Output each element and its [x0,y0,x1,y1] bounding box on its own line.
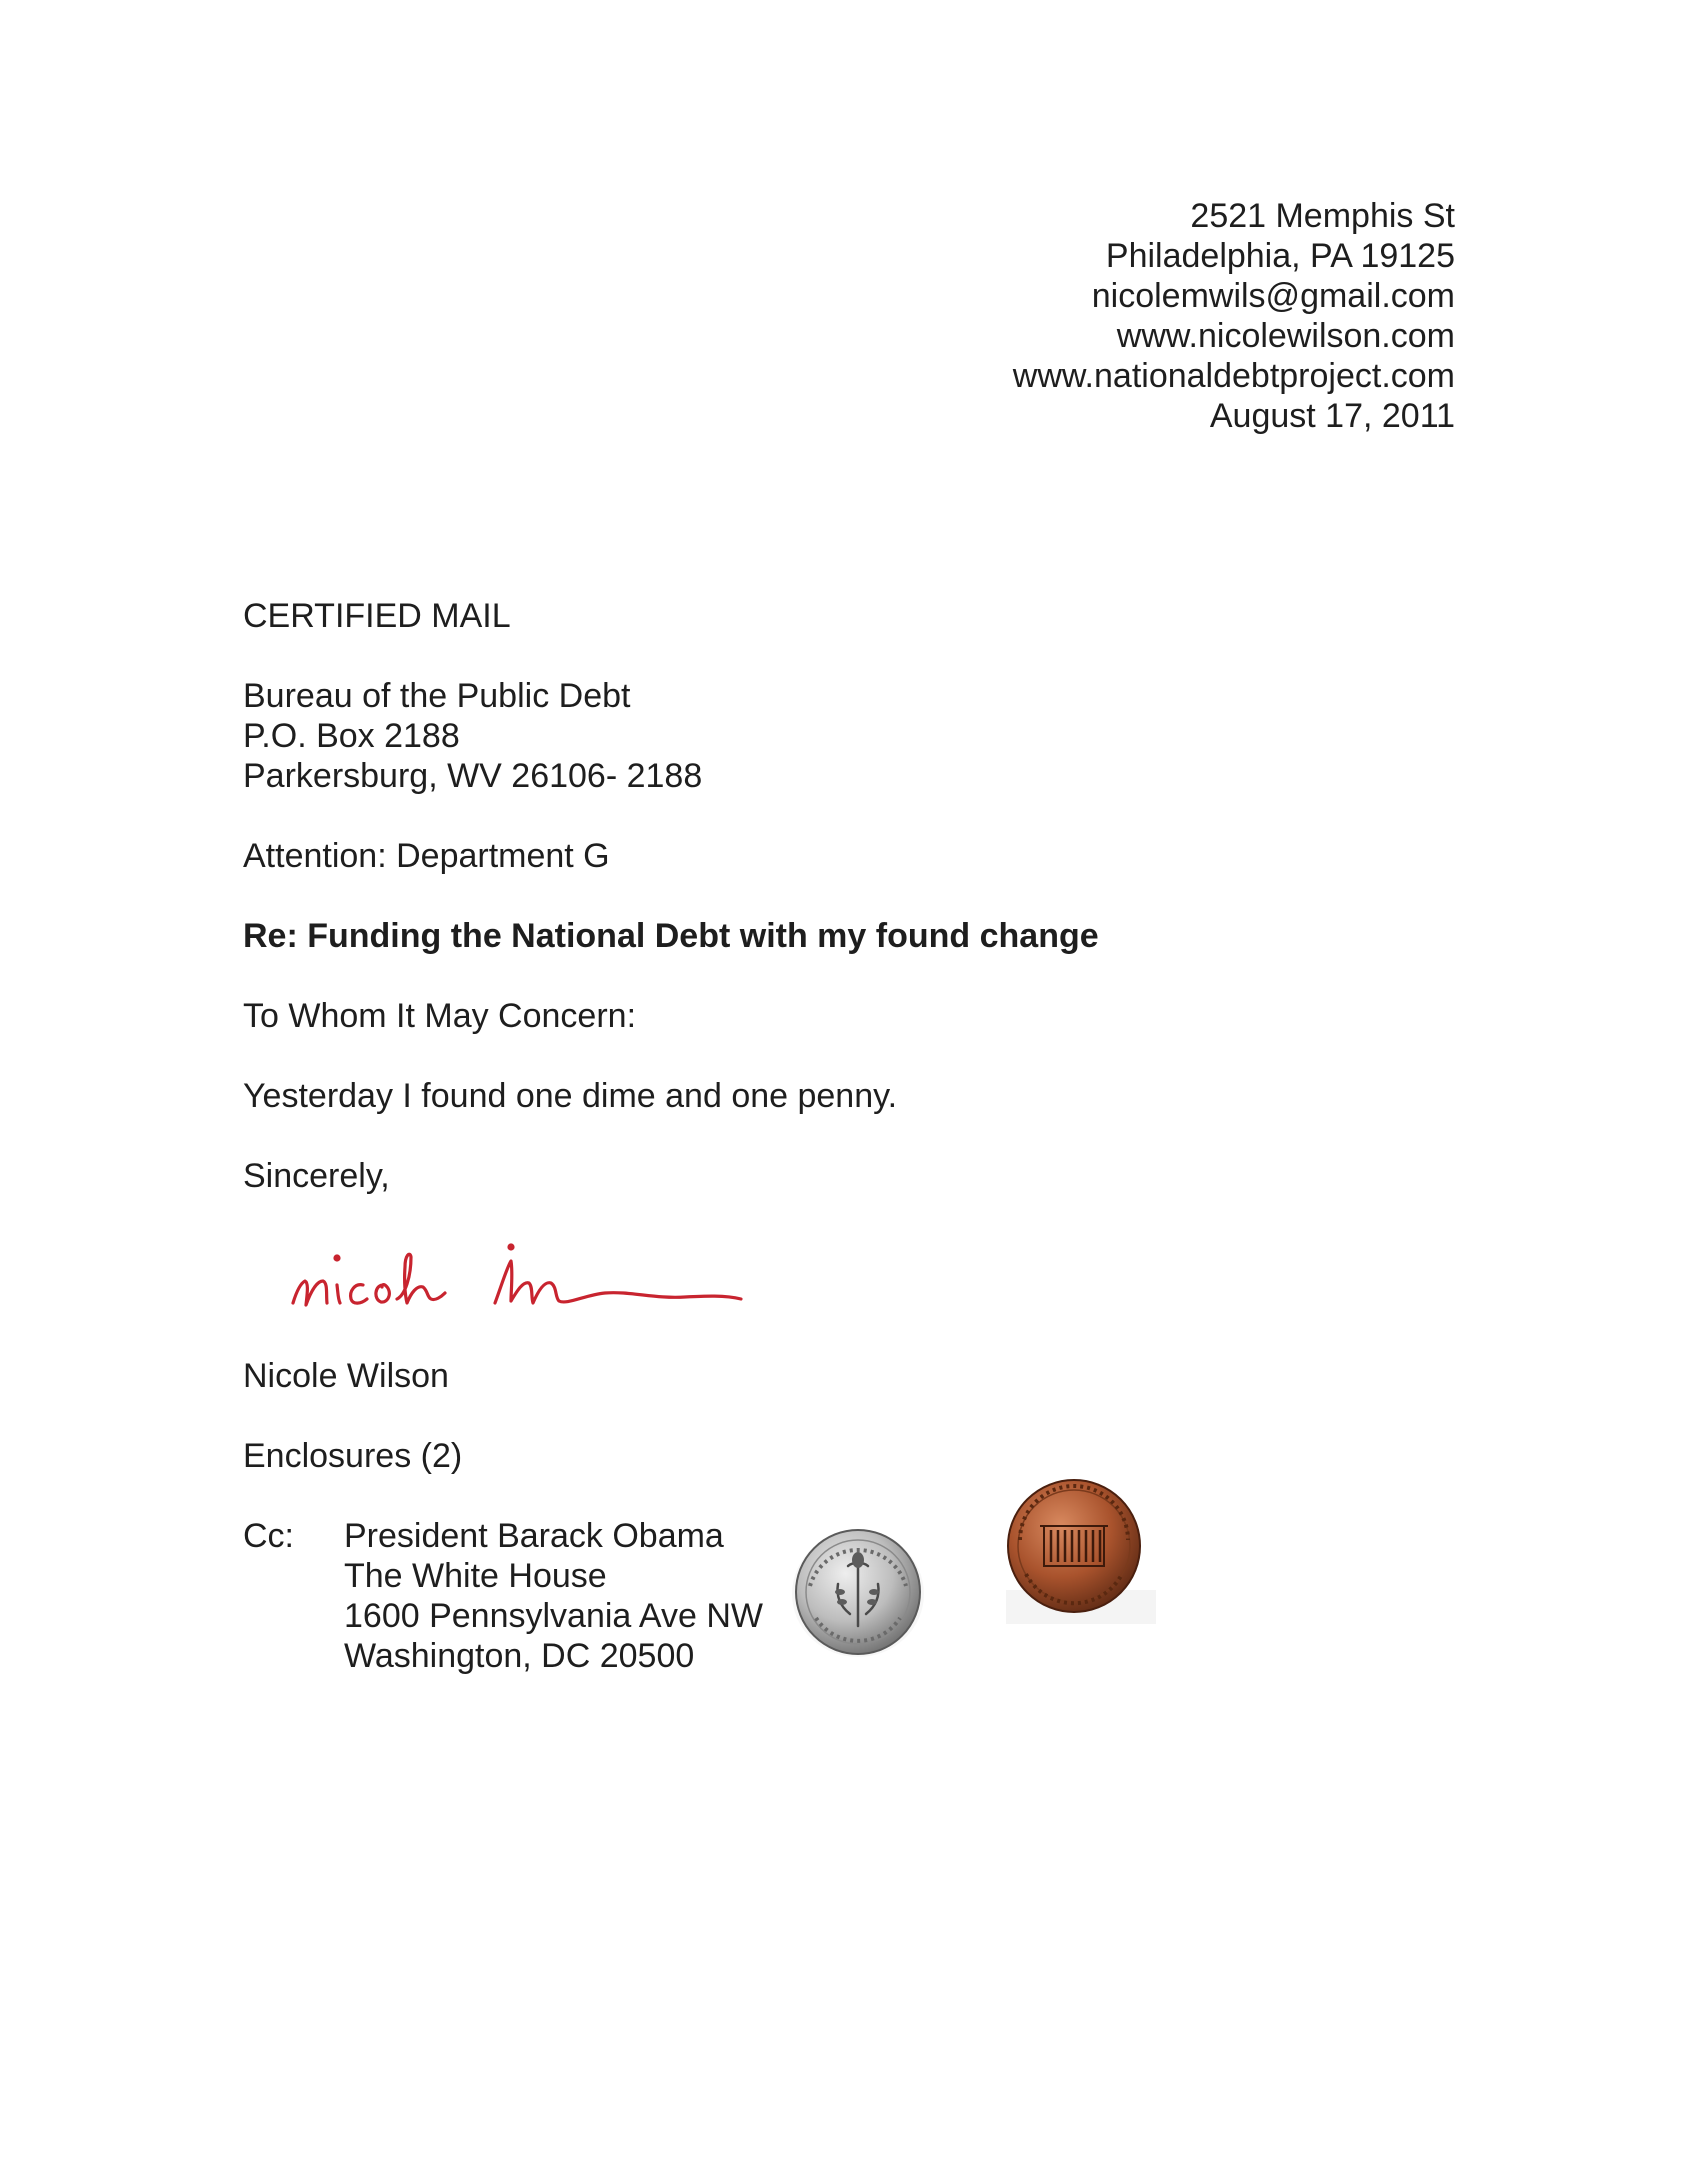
signer-name: Nicole Wilson [243,1357,449,1395]
cc-label: Cc: [243,1517,294,1555]
cc-line: Washington, DC 20500 [344,1637,695,1675]
subject-line: Re: Funding the National Debt with my found change [243,917,1099,955]
salutation: To Whom It May Concern: [243,997,637,1035]
sender-street: 2521 Memphis St [1190,197,1455,235]
letter-date: August 17, 2011 [1209,397,1455,435]
letter-body: Yesterday I found one dime and one penny. [243,1077,898,1115]
sender-website-project: www.nationaldebtproject.com [1012,357,1455,395]
sender-city: Philadelphia, PA 19125 [1105,237,1455,275]
sender-website: www.nicolewilson.com [1116,317,1455,355]
sender-email: nicolemwils@gmail.com [1091,277,1455,315]
delivery-method: CERTIFIED MAIL [243,597,511,635]
handwritten-signature [285,1225,765,1325]
cc-line: The White House [344,1557,607,1595]
recipient-city: Parkersburg, WV 26106- 2188 [243,757,703,795]
penny-coin-image [996,1470,1156,1630]
recipient-po-box: P.O. Box 2188 [243,717,460,755]
attention-line: Attention: Department G [243,837,610,875]
cc-line: President Barack Obama [344,1517,724,1555]
signature-strokes [293,1245,741,1305]
closing: Sincerely, [243,1157,390,1195]
enclosures-note: Enclosures (2) [243,1437,463,1475]
recipient-name: Bureau of the Public Debt [243,677,631,715]
cc-line: 1600 Pennsylvania Ave NW [344,1597,763,1635]
dime-coin-image [788,1522,928,1662]
